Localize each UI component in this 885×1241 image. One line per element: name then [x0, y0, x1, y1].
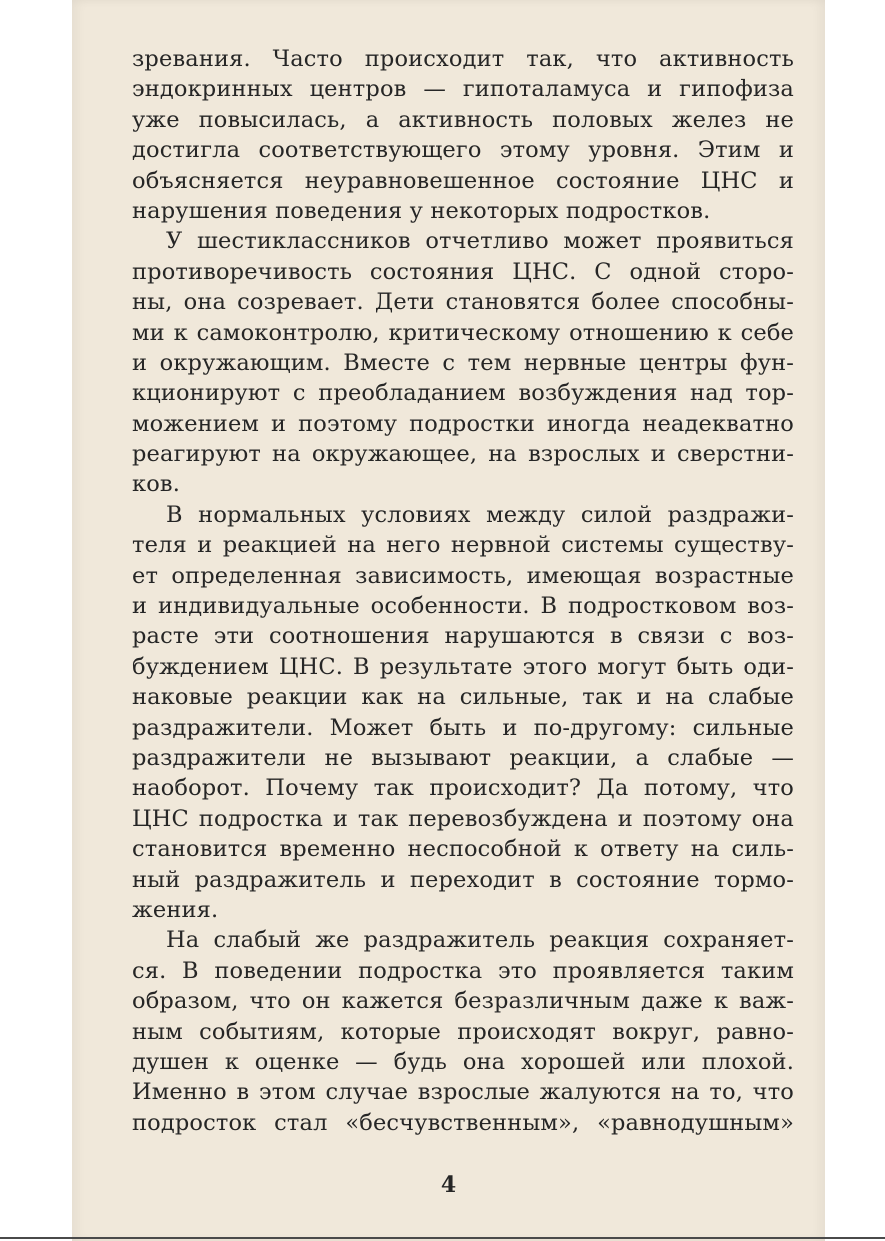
text-line: нарушения поведения у некоторых подростков.	[132, 197, 711, 224]
text-line: жения.	[132, 896, 219, 923]
paragraph	[132, 925, 794, 1138]
text-line: и окружающим. Вместе с тем нервные центры фун-	[132, 349, 794, 376]
page-number: 4	[440, 1172, 457, 1198]
text-line: ным событиям, которые происходят вокруг, равно-	[132, 1018, 794, 1045]
body-text	[132, 44, 794, 1138]
text-line: буждением ЦНС. В результате этого могут быть оди-	[132, 653, 794, 680]
text-line: противоречивость состояния ЦНС. С одной сторо-	[132, 258, 794, 285]
text-line: раздражители. Может быть и по-другому: сильные	[132, 714, 794, 741]
paragraph	[132, 44, 794, 226]
text-line: ный раздражитель и переходит в состояние тормо-	[132, 866, 794, 893]
text-line: наоборот. Почему так происходит? Да потому, что	[132, 775, 794, 802]
text-line: ет определенная зависимость, имеющая возрастные	[132, 562, 794, 589]
text-line: На слабый же раздражитель реакция сохраняет-	[166, 927, 794, 954]
text-line: достигла соответствующего этому уровня. Этим и	[132, 137, 794, 164]
text-line: зревания. Часто происходит так, что активность	[132, 46, 794, 72]
text-line: В нормальных условиях между силой раздражи-	[166, 501, 794, 528]
text-line: становится временно неспособной к ответу на силь-	[132, 836, 794, 863]
text-line: Именно в этом случае взрослые жалуются на то, что	[132, 1079, 794, 1106]
paragraph	[132, 226, 794, 500]
paragraph	[132, 500, 794, 925]
text-line: теля и реакцией на него нервной системы существу-	[132, 532, 794, 559]
book-page	[72, 0, 825, 1241]
text-line: объясняется неуравновешенное состояние ЦНС и	[132, 167, 794, 194]
text-line: наковые реакции как на сильные, так и на слабые	[132, 684, 794, 711]
text-line: ся. В поведении подростка это проявляется таким	[132, 957, 794, 984]
text-line: душен к оценке — будь она хорошей или плохой.	[132, 1048, 794, 1075]
text-line: подросток стал «бесчувственным», «равнодушным»	[132, 1109, 794, 1136]
bottom-edge-line	[0, 1237, 885, 1239]
text-line: ков.	[132, 471, 181, 498]
text-line: реагируют на окружающее, на взрослых и сверстни-	[132, 441, 794, 468]
text-line: и индивидуальные особенности. В подростковом воз-	[132, 593, 794, 620]
text-line: уже повысилась, а активность половых желез не	[132, 106, 794, 133]
text-line: образом, что он кажется безразличным даже к важ-	[132, 988, 794, 1015]
text-line: ЦНС подростка и так перевозбуждена и поэтому она	[132, 805, 794, 832]
text-line: кционируют с преобладанием возбуждения над тор-	[132, 380, 794, 407]
text-line: расте эти соотношения нарушаются в связи с воз-	[132, 623, 794, 650]
text-line: У шестиклассников отчетливо может проявиться	[166, 228, 794, 255]
text-line: раздражители не вызывают реакции, а слабые —	[132, 744, 794, 771]
text-line: ми к самоконтролю, критическому отношению к себе	[132, 319, 794, 346]
text-line: можением и поэтому подростки иногда неадекватно	[132, 410, 794, 437]
text-line: эндокринных центров — гипоталамуса и гипофиза	[132, 76, 794, 103]
text-line: ны, она созревает. Дети становятся более способны-	[132, 289, 794, 316]
